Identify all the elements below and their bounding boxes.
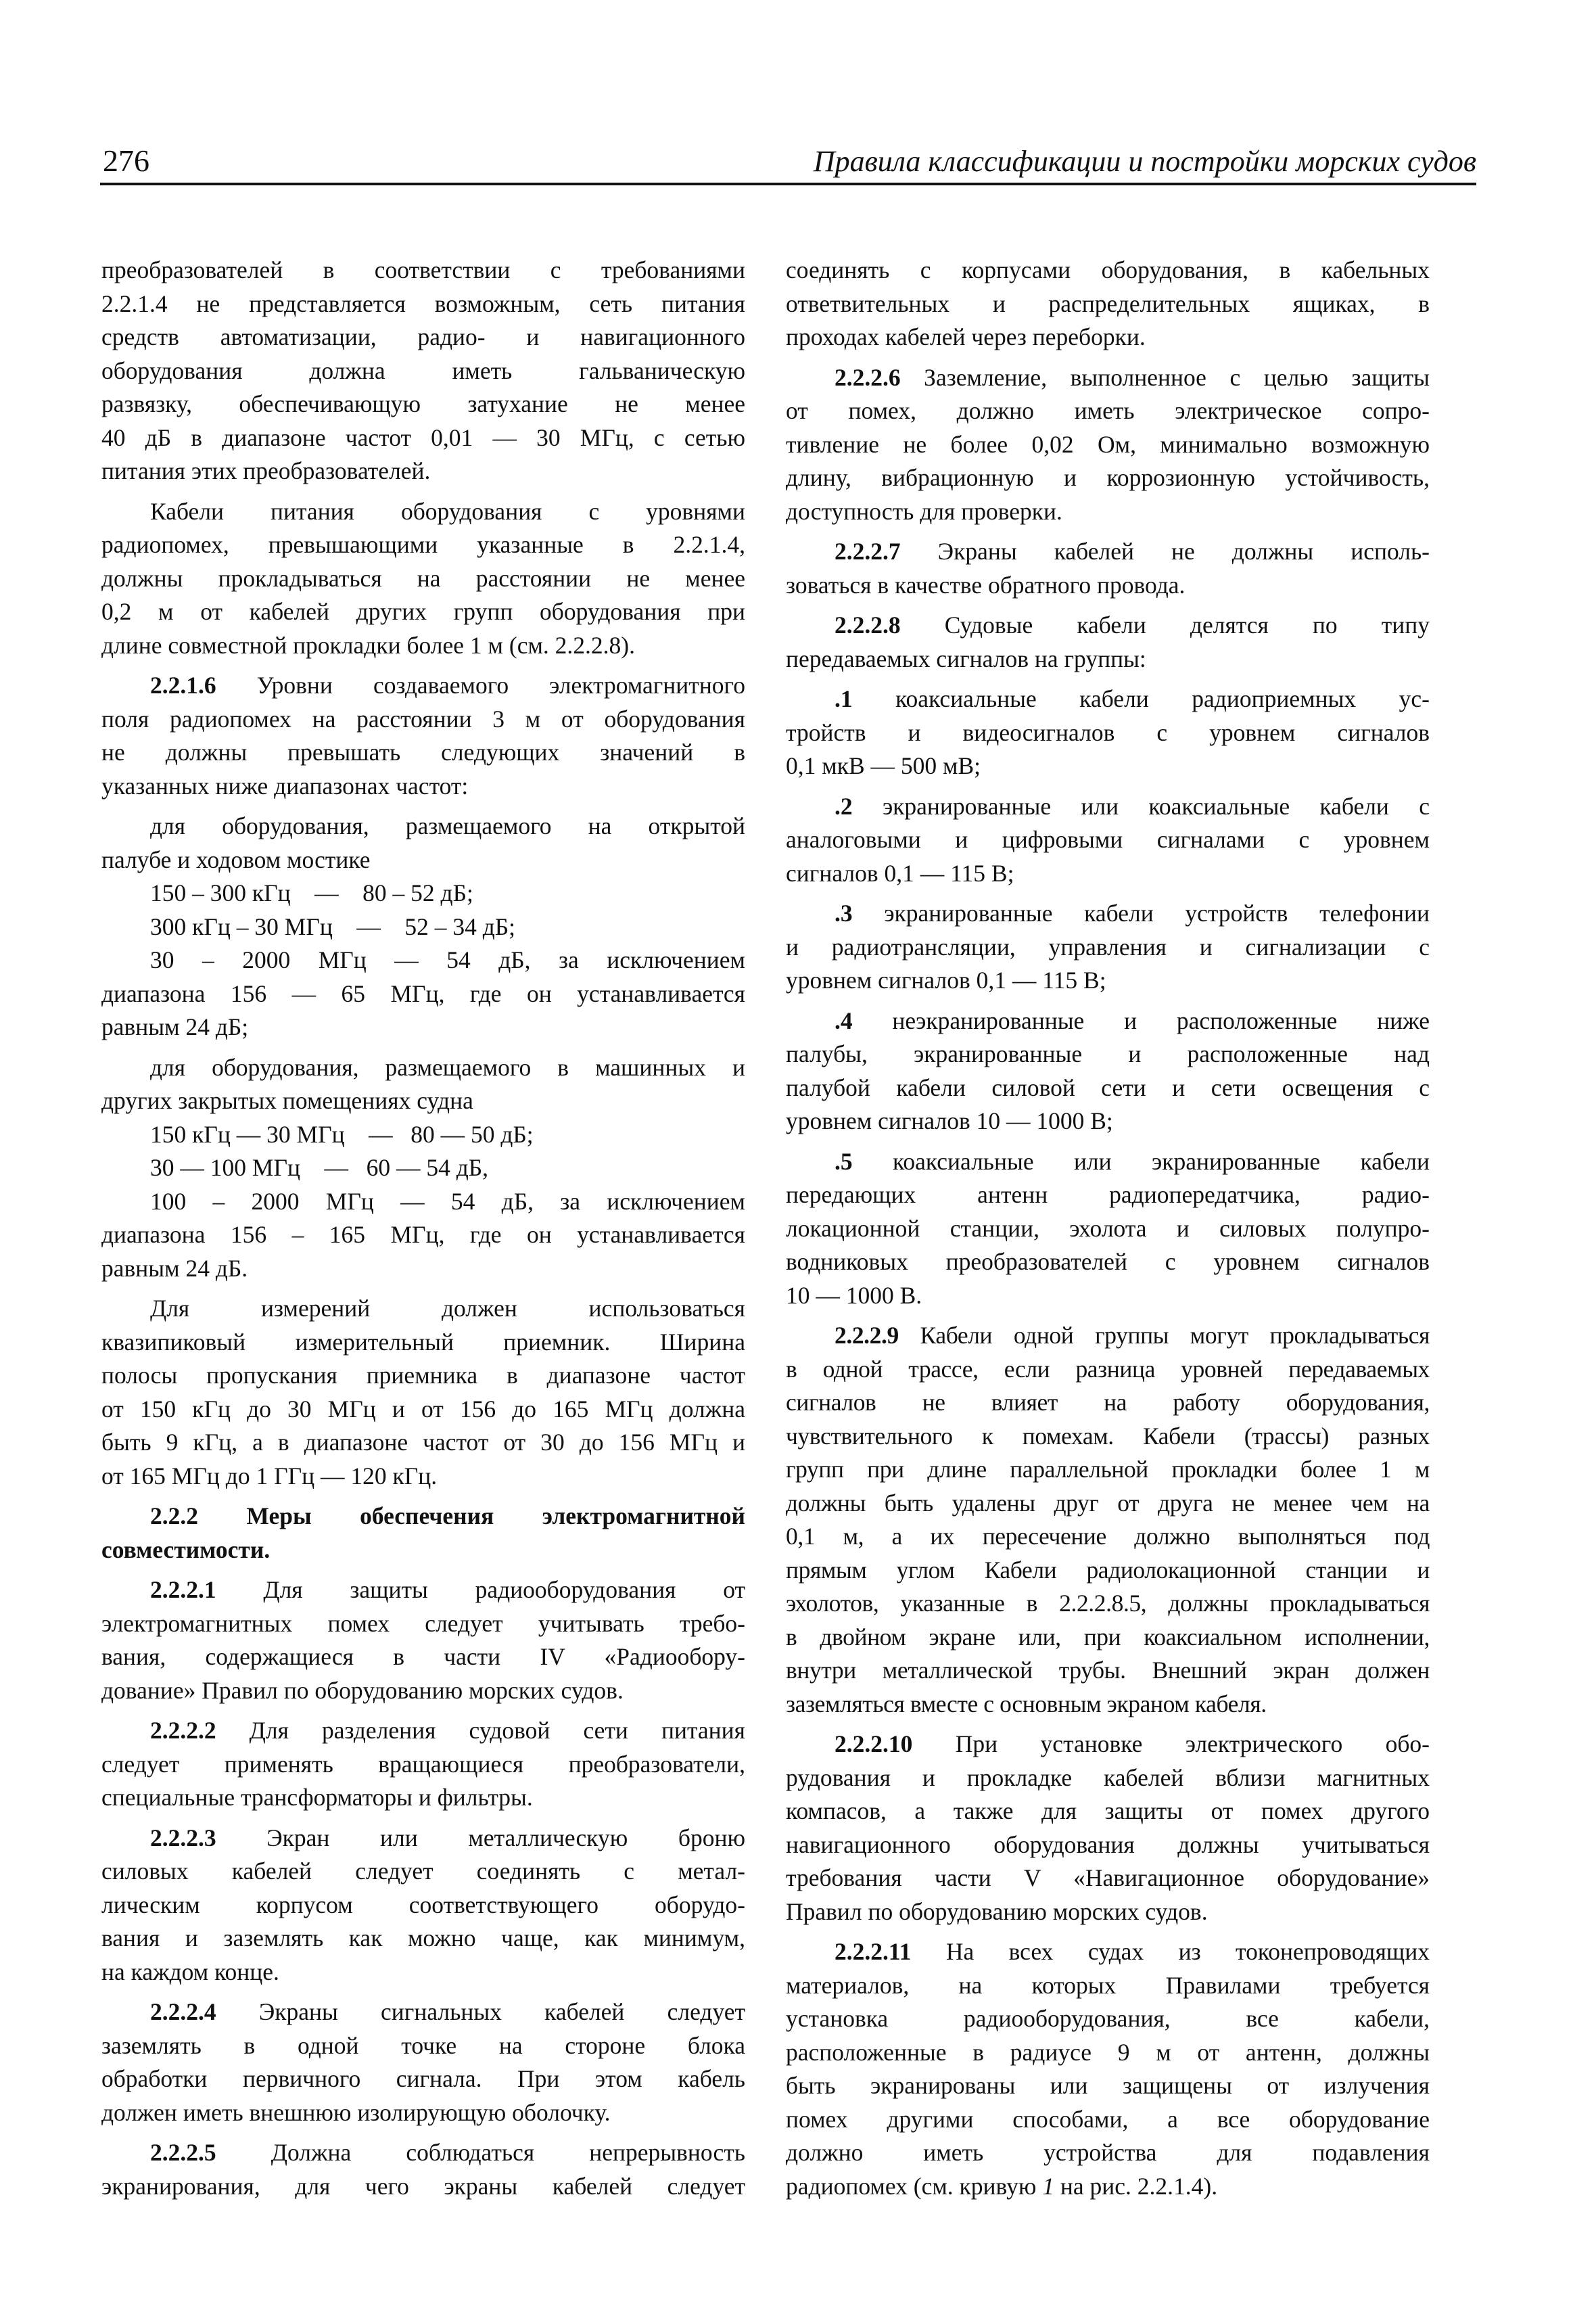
clause-2-2-2-7: 2.2.2.7 Экраны кабелей не должны исполь- зоваться в качестве обратного провода. — [786, 538, 1430, 599]
paragraph-engine-rooms: для оборудования, размещаемого в машинных и других закрытых помещениях судна — [101, 1053, 745, 1114]
limit-rows-open-deck: 150 – 300 кГц — 80 – 52 дБ; 300 кГц – 30 МГц — 52 – 34 дБ; 30 – 2000 МГц — 54 дБ, за исключением диапазона 156 — 65 МГц, где он устанавливается равным 24 дБ; — [101, 877, 745, 1044]
paragraph-continuation: соединять с корпусами оборудования, в кабельных ответвительных и распределительных ящиках, в проходах кабелей через переборки. — [786, 256, 1430, 350]
list-item-1: .1 коаксиальные кабели радиоприемных ус- тройств и видеосигналов с уровнем сигналов 0,1 мкВ — 500 мВ; — [786, 685, 1430, 779]
clause-number: 2.2.1.6 — [150, 672, 216, 699]
limit-row: 150 кГц — 30 МГц — 80 — 50 дБ; — [150, 1120, 534, 1148]
limit-rows-engine-rooms: 150 кГц — 30 МГц — 80 — 50 дБ; 30 — 100 МГц — 60 — 54 дБ, 100 – 2000 МГц — 54 дБ, за исключением диапазона 156 – 165 МГц, где он устанавливается равным 24 дБ. — [101, 1118, 745, 1286]
list-item-number: .4 — [835, 1007, 853, 1034]
paragraph-power-cables: Кабели питания оборудования с уровнями радиопомех, превышающими указанные в 2.2.1.4, должны прокладываться на расстоянии не менее 0,2 м от кабелей других групп оборудования при длине совместной прокладки более 1 м (см. 2.2.2.8). — [101, 497, 745, 659]
paragraph-continuation: преобразователей в соответствии с требованиями 2.2.1.4 не представляется возможным, сеть питания средств автоматизации, радио- и навигационного оборудования должна иметь гальваническую развязку, обеспечивающую затухание не менее 40 дБ в диапазоне частот 0,01 — 30 МГц, с сетью питания этих преобразователей. — [101, 256, 745, 484]
clause-number: 2.2.2.10 — [835, 1730, 913, 1757]
limit-row: 300 кГц – 30 МГц — 52 – 34 дБ; — [150, 913, 516, 940]
clause-number: 2.2.2.5 — [150, 2139, 216, 2166]
clause-number: 2.2.2.2 — [150, 1717, 216, 1744]
list-item-3: .3 экранированные кабели устройств телефонии и радиотрансляции, управления и сигнализации с уровнем сигналов 0,1 — 115 В; — [786, 900, 1430, 994]
clause-2-2-2-2: 2.2.2.2 Для разделения судовой сети питания следует применять вращающиеся преобразователи, специальные трансформаторы и фильтры. — [101, 1717, 745, 1811]
limit-row: 100 – 2000 МГц — 54 дБ, за исключением — [150, 1187, 745, 1215]
clause-2-2-2-8: 2.2.2.8 Судовые кабели делятся по типу передаваемых сигналов на группы: — [786, 611, 1430, 672]
clause-2-2-2-3: 2.2.2.3 Экран или металлическую броню силовых кабелей следует соединять с метал- лическим корпусом соответствующего оборудо- вания и заземлять как можно чаще, как минимум, на каждом конце. — [101, 1824, 745, 1985]
clause-number: 2.2.2.6 — [835, 363, 901, 391]
list-item-number: .1 — [835, 685, 853, 712]
clause-number: 2.2.2.3 — [150, 1824, 216, 1851]
clause-2-2-1-6: 2.2.1.6 Уровни создаваемого электромагнитного поля радиопомех на расстоянии 3 м от оборудования не должны превышать следующих значений в указанных ниже диапазонах частот: — [101, 672, 745, 800]
paragraph-measurements: Для измерений должен использоваться квазипиковый измерительный приемник. Ширина полосы пропускания приемника в диапазоне частот от 150 кГц до 30 МГц и от 156 до 165 МГц должна быть 9 кГц, а в диапазоне частот от 30 до 156 МГц и от 165 МГц до 1 ГГц — 120 кГц. — [101, 1295, 745, 1489]
left-column — [101, 254, 745, 2203]
curve-reference: 1 — [1042, 2172, 1055, 2200]
list-item-5: .5 коаксиальные или экранированные кабели передающих антенн радиопередатчика, радио- локационной станции, эхолота и силовых полупро- водниковых преобразователей с уровнем сигналов 10 — 1000 В. — [786, 1147, 1430, 1309]
clause-number: 2.2.2.1 — [150, 1576, 216, 1603]
clause-2-2-2-6: 2.2.2.6 Заземление, выполненное с целью защиты от помех, должно иметь электрическое сопро- тивление не более 0,02 Ом, минимально возможную длину, вибрационную и коррозионную устойчивость, доступность для проверки. — [786, 363, 1430, 525]
paragraph-open-deck: для оборудования, размещаемого на открытой палубе и ходовом мостике — [101, 812, 745, 873]
running-title: Правила классификации и постройки морских судов — [813, 145, 1476, 178]
list-item-number: .2 — [835, 792, 853, 820]
section-heading-2-2-2: 2.2.2 Меры обеспечения электромагнитной совместимости. — [101, 1502, 745, 1563]
clause-number: 2.2.2.8 — [835, 611, 901, 639]
clause-2-2-2-4: 2.2.2.4 Экраны сигнальных кабелей следует заземлять в одной точке на стороне блока обработки первичного сигнала. При этом кабель должен иметь внешнюю изолирующую оболочку. — [101, 1998, 745, 2126]
limit-row: 150 – 300 кГц — 80 – 52 дБ; — [150, 879, 473, 906]
page-number: 276 — [103, 143, 149, 178]
clause-number: 2.2.2.11 — [835, 1938, 912, 1965]
clause-number: 2.2.2.4 — [150, 1998, 216, 2025]
list-item-number: .3 — [835, 900, 853, 927]
list-item-2: .2 экранированные или коаксиальные кабели с аналоговыми и цифровыми сигналами с уровнем сигналов 0,1 — 115 В; — [786, 792, 1430, 887]
clause-number: 2.2.2.7 — [835, 538, 901, 565]
clause-2-2-2-11: 2.2.2.11 На всех судах из токонепроводящих материалов, на которых Правилами требуется установка радиооборудования, все кабели, расположенные в радиусе 9 м от антенн, должны быть экранированы или защищены от излучения помех другими способами, а все оборудование должно иметь устройства для подавления радиопомех (см. кривую 1 на рис. 2.2.1.4). — [786, 1938, 1430, 2200]
clause-2-2-2-1: 2.2.2.1 Для защиты радиооборудования от электромагнитных помех следует учитывать требо- вания, содержащиеся в части IV «Радиообору- дование» Правил по оборудованию морских судов. — [101, 1576, 745, 1704]
right-column — [786, 254, 1430, 2203]
clause-2-2-2-10: 2.2.2.10 При установке электрического обо- рудования и прокладке кабелей вблизи магнитных компасов, а также для защиты от помех другого навигационного оборудования должны учитываться требования части V «Навигационное оборудование» Правил по оборудованию морских судов. — [786, 1730, 1430, 1925]
list-item-4: .4 неэкранированные и расположенные ниже палубы, экранированные и расположенные над палубой кабели силовой сети и сети освещения с уровнем сигналов 10 — 1000 В; — [786, 1007, 1430, 1134]
clause-2-2-2-9: 2.2.2.9 Кабели одной группы могут прокладываться в одной трассе, если разница уровней передаваемых сигналов не влияет на работу оборудования, чувствительного к помехам. Кабели (трассы) разных групп при длине параллельной прокладки более 1 м должны быть удалены друг от друга не менее чем на 0,1 м, а их пересечение должно выполняться под прямым углом Кабели радиолокационной станции и эхолотов, указанные в 2.2.2.8.5, должны прокладываться в двойном экране или, при коаксиальном исполнении, внутри металлической трубы. Внешний экран должен заземляться вместе с основным экраном кабеля. — [786, 1322, 1430, 1717]
clause-number: 2.2.2.9 — [835, 1322, 899, 1349]
limit-row: 30 – 2000 МГц — 54 дБ, за исключением — [150, 946, 745, 973]
clause-2-2-2-5: 2.2.2.5 Должна соблюдаться непрерывность экранирования, для чего экраны кабелей следует — [101, 2139, 745, 2200]
page-header — [100, 135, 1476, 185]
limit-row: 30 — 100 МГц — 60 — 54 дБ, — [150, 1154, 489, 1181]
list-item-number: .5 — [835, 1147, 853, 1175]
